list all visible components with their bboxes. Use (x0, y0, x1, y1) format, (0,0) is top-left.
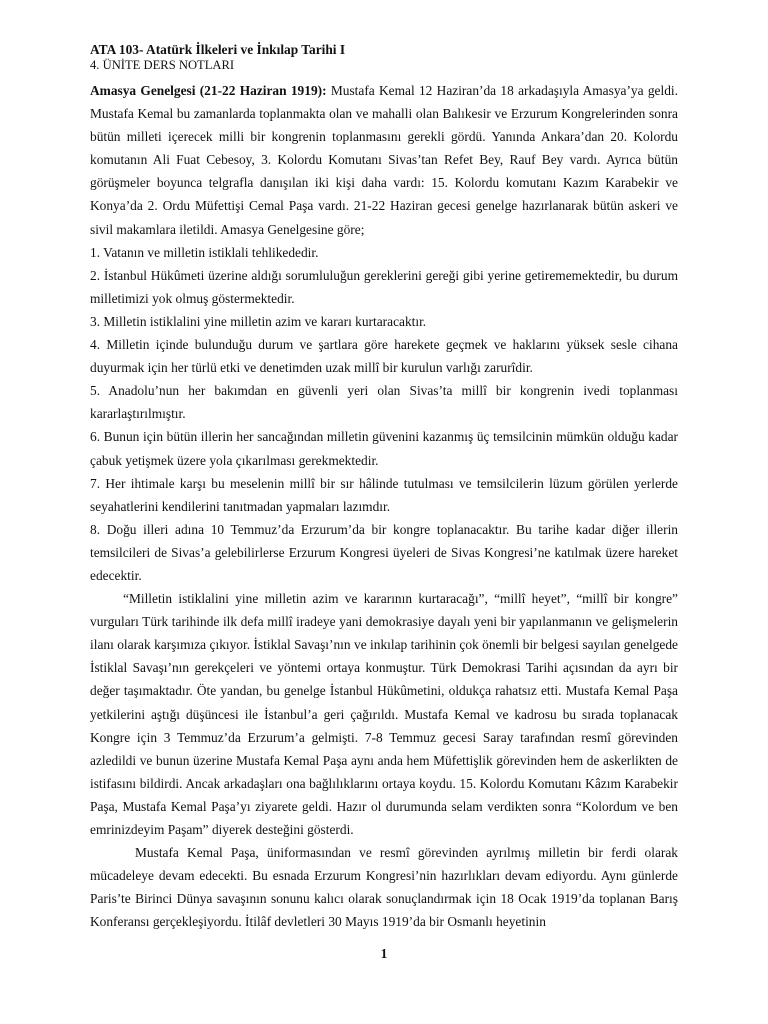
list-item: 5. Anadolu’nun her bakımdan en güvenli yeri olan Sivas’ta millî bir kongrenin ivedi toplanması kararlaştırılmıştır. (90, 383, 678, 422)
paragraph-commentary: “Milletin istiklalini yine milletin azim ve kararının kurtaracağı”, “millî heyet”, “millî bir kongre” vurguları Türk tarihinde ilk defa millî iradeye yani demokrasiye dayalı yeni bir yapılanmanın ve gelişmelerin ilanı olarak karşımıza çıkıyor. İstiklal Savaşı’nın ve inkılap tarihinin çok önemli bir belgesi sayılan genelgede İstiklal Savaşı’nın gerekçeleri ve yöntemi ortaya konmuştur. Türk Demokrasi Tarihi açısından da ayrı bir değer taşımaktadır. Öte yandan, bu genelge İstanbul Hükûmetini, oldukça rahatsız etti. Mustafa Kemal Paşa yetkilerini aştığı düşüncesi ile İstanbul’a geri çağırıldı. Mustafa Kemal ve kadrosu bu sırada toplanacak Kongre için 3 Temmuz’da Erzurum’a gelmişti. 7-8 Temmuz gecesi Saray tarafından resmî görevinden azledildi ve bunun üzerine Mustafa Kemal Paşa aynı anda hem Müfettişlik görevinden hem de askerlikten de istifasını bildirdi. Ancak arkadaşları ona bağlılıklarını ortaya koydu. 15. Kolordu Komutanı Kâzım Karabekir Paşa, Mustafa Kemal Paşa’yı ziyarete geldi. Hazır ol durumunda selam verdikten sonra “Kolordum ve ben emrinizdeyim Paşam” diyerek desteğini gösterdi. (90, 591, 678, 837)
section-heading: Amasya Genelgesi (21-22 Haziran 1919): (90, 83, 327, 98)
article-list (90, 241, 678, 587)
list-item: 7. Her ihtimale karşı bu meselenin millî bir sır hâlinde tutulması ve temsilcilerin lüzum görülen yerlerde seyahatlerini kendilerini tanıtmadan yapmaları lazımdır. (90, 475, 678, 514)
course-title: ATA 103- Atatürk İlkeleri ve İnkılap Tarihi I (90, 42, 346, 57)
intro-text: Mustafa Kemal 12 Haziran’da 18 arkadaşıyla Amasya’ya geldi. Mustafa Kemal bu zamanlarda toplanmakta olan ve mahalli olan Balıkesir ve Erzurum Kongrelerinden sonra bütün milleti içerecek milli bir kongrenin toplanmasını gerekli gördü. Yanında Ankara’dan 20. Kolordu komutanın Ali Fuat Cebesoy, 3. Kolordu Komutanı Sivas’tan Refet Bey, Rauf Bey vardı. Ayrıca bütün görüşmeler boyunca telgrafla danışılan iki kişi daha vardı: 15. Kolordu komutanı Kazım Karabekir ve Konya’da 2. Ordu Müfettişi Cemal Paşa vardı. 21-22 Haziran gecesi genelge hazırlanarak bütün askeri ve sivil makamlara iletildi. Amasya Genelgesine göre; (90, 83, 678, 237)
paragraph-continuation: Mustafa Kemal Paşa, üniformasından ve resmî görevinden ayrılmış milletin bir ferdi olarak mücadeleye devam edecekti. Bu esnada Erzurum Kongresi’nin hazırlıkları devam ediyordu. Aynı günlerde Paris’te Birinci Dünya savaşının sonunu kalıcı olarak sonuçlandırmak için 18 Ocak 1919’da toplanan Barış Konferansı gerçekleşiyordu. İtilâf devletleri 30 Mayıs 1919’da bir Osmanlı heyetinin (90, 845, 678, 930)
list-item: 1. Vatanın ve milletin istiklali tehlikededir. (90, 244, 319, 260)
list-item: 6. Bunun için bütün illerin her sancağından milletin güvenini kazanmış üç temsilcinin mümkün olduğu kadar çabuk yetişmek üzere yola çıkarılması gerekmektedir. (90, 429, 678, 468)
intro-paragraph (90, 79, 678, 241)
list-item: 2. İstanbul Hükûmeti üzerine aldığı sorumluluğun gereklerini gereği gibi yerine getirememektedir, bu durum milletimizi yok olmuş göstermektedir. (90, 267, 678, 306)
list-item: 8. Doğu illeri adına 10 Temmuz’da Erzurum’da bir kongre toplanacaktır. Bu tarihe kadar diğer illerin temsilcileri de Sivas’a gelebilirlerse Erzurum Kongresi üyeleri de Sivas Kongresi’ne katılmak üzere hareket edecektir. (90, 521, 678, 583)
page-number: 1 (380, 946, 388, 961)
unit-title: 4. ÜNİTE DERS NOTLARI (90, 58, 235, 72)
list-item: 4. Milletin içinde bulunduğu durum ve şartlara göre harekete geçmek ve haklarını yüksek sesle cihana duyurmak için her türlü etki ve denetimden uzak millî bir kurulun varlığı zarurîdir. (90, 337, 678, 376)
list-item: 3. Milletin istiklalini yine milletin azim ve kararı kurtaracaktır. (90, 313, 427, 329)
